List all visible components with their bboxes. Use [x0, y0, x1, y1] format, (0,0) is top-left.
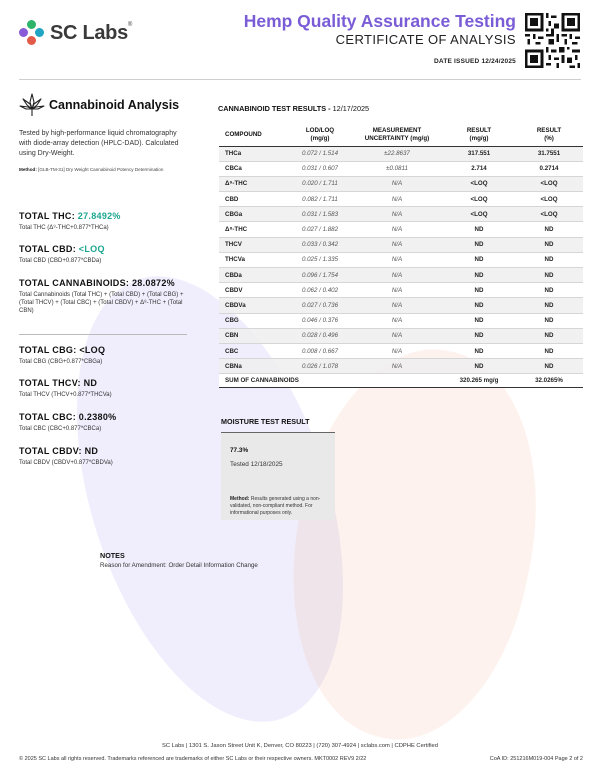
result-pct-cell: ND: [515, 343, 583, 358]
lodloq-cell: 0.026 / 1.078: [289, 359, 351, 374]
sum-row: [219, 374, 583, 388]
results-title: CANNABINOID TEST RESULTS - 12/17/2025: [218, 104, 370, 113]
cannabis-leaf-icon: [19, 92, 45, 118]
compound-cell: CBD: [219, 192, 289, 207]
table-row: [219, 359, 583, 374]
result-mg-cell: ND: [443, 359, 515, 374]
lodloq-cell: 0.046 / 0.376: [289, 313, 351, 328]
total-cbd: TOTAL CBD: <LOQ Total CBD (CBD+0.877*CBDa): [19, 244, 105, 264]
compound-cell: CBGa: [219, 207, 289, 222]
result-pct-cell: ND: [515, 237, 583, 252]
table-row: [219, 343, 583, 358]
result-mg-cell: ND: [443, 268, 515, 283]
result-pct-cell: <LOQ: [515, 207, 583, 222]
compound-cell: THCa: [219, 146, 289, 161]
compound-cell: CBCa: [219, 161, 289, 176]
notes-title: NOTES: [100, 551, 125, 560]
left-divider: [19, 334, 187, 335]
total-cannabinoids-value: 28.0872%: [132, 278, 175, 288]
result-pct-cell: ND: [515, 222, 583, 237]
compound-cell: Δ⁸-THC: [219, 222, 289, 237]
result-mg-cell: <LOQ: [443, 192, 515, 207]
result-mg-cell: <LOQ: [443, 207, 515, 222]
table-row: [219, 192, 583, 207]
compound-cell: CBN: [219, 328, 289, 343]
uncertainty-cell: N/A: [351, 222, 443, 237]
total-cbg-value: <LOQ: [79, 345, 106, 355]
lodloq-cell: 0.020 / 1.711: [289, 176, 351, 191]
table-row: [219, 268, 583, 283]
result-mg-cell: ND: [443, 343, 515, 358]
table-row: [219, 283, 583, 298]
table-row: [219, 222, 583, 237]
notes-text: Reason for Amendment: Order Detail Information Change: [100, 562, 258, 569]
total-cbd-value: <LOQ: [78, 244, 105, 254]
lodloq-cell: 0.025 / 1.335: [289, 252, 351, 267]
uncertainty-cell: N/A: [351, 252, 443, 267]
footer-coa-id: CoA ID: 251216M019-004 Page 2 of 2: [489, 756, 583, 762]
lodloq-cell: 0.062 / 0.402: [289, 283, 351, 298]
table-row: [219, 252, 583, 267]
uncertainty-cell: N/A: [351, 298, 443, 313]
uncertainty-cell: N/A: [351, 237, 443, 252]
footer-copyright: © 2025 SC Labs all rights reserved. Trademarks referenced are trademarks of either SC Labs or their respective owners. MKT0002 REV9 2/22: [19, 756, 367, 762]
uncertainty-cell: N/A: [351, 176, 443, 191]
compound-cell: CBG: [219, 313, 289, 328]
result-pct-cell: ND: [515, 298, 583, 313]
total-thc: TOTAL THC: 27.8492% Total THC (Δ⁹-THC+0.877*THCa): [19, 211, 121, 231]
compound-cell: CBNa: [219, 359, 289, 374]
moisture-value: 77.3%: [230, 447, 249, 454]
lodloq-cell: 0.096 / 1.754: [289, 268, 351, 283]
uncertainty-cell: N/A: [351, 192, 443, 207]
cannabinoid-description: Tested by high-performance liquid chromatography with diode-array detection (HPLC-DAD). Calculated using Dry-Weight.: [19, 130, 179, 157]
registered-mark: ®: [127, 21, 133, 28]
logo-mark-icon: [19, 20, 45, 46]
uncertainty-cell: N/A: [351, 207, 443, 222]
col-lodloq: LOD/LOQ (mg/g): [305, 127, 335, 143]
header-divider: [19, 79, 581, 80]
total-cbc-value: 0.2380%: [78, 412, 117, 422]
uncertainty-cell: ±0.0811: [351, 161, 443, 176]
table-row: [219, 328, 583, 343]
result-mg-cell: ND: [443, 313, 515, 328]
col-uncertainty: MEASUREMENT UNCERTAINTY (mg/g): [364, 127, 430, 143]
table-row: [219, 298, 583, 313]
moisture-method: Method: Results generated using a non-validated, non-compliant method. For informational purposes only.: [230, 496, 321, 516]
footer-legal: [19, 756, 583, 762]
result-pct-cell: ND: [515, 313, 583, 328]
compound-cell: CBDV: [219, 283, 289, 298]
result-pct-cell: ND: [515, 252, 583, 267]
total-cannabinoids: TOTAL CANNABINOIDS: 28.0872% Total Cannabinoids (Total THC) + (Total CBD) + (Total CBG) + (Total THCV) + (Total CBC) + (Total CBDV) + Δ⁸-THC + (Total CBN): [19, 278, 184, 314]
result-mg-cell: 2.714: [443, 161, 515, 176]
uncertainty-cell: N/A: [351, 328, 443, 343]
result-mg-cell: ND: [443, 237, 515, 252]
uncertainty-cell: N/A: [351, 283, 443, 298]
table-row: [219, 207, 583, 222]
col-compound: COMPOUND: [225, 131, 262, 139]
uncertainty-cell: N/A: [351, 313, 443, 328]
compound-cell: CBC: [219, 343, 289, 358]
result-mg-cell: ND: [443, 252, 515, 267]
moisture-tested-date: Tested 12/18/2025: [230, 461, 283, 468]
sc-labs-logo: [19, 20, 132, 46]
uncertainty-cell: N/A: [351, 268, 443, 283]
sum-pct: 32.0265%: [515, 374, 583, 388]
table-row: [219, 161, 583, 176]
lodloq-cell: 0.008 / 0.667: [289, 343, 351, 358]
result-pct-cell: ND: [515, 268, 583, 283]
lodloq-cell: 0.027 / 0.736: [289, 298, 351, 313]
cannabinoid-results-table: [219, 125, 583, 388]
page-title: Hemp Quality Assurance Testing: [243, 11, 516, 31]
result-pct-cell: 0.2714: [515, 161, 583, 176]
table-header-row: [219, 125, 583, 146]
result-pct-cell: ND: [515, 328, 583, 343]
sum-mg: 320.265 mg/g: [443, 374, 515, 388]
col-result-pct: RESULT (%): [536, 127, 562, 143]
compound-cell: THCV: [219, 237, 289, 252]
result-mg-cell: ND: [443, 283, 515, 298]
logo-text: SC Labs: [50, 21, 128, 44]
total-thcv-value: ND: [83, 378, 98, 388]
result-mg-cell: 317.551: [443, 146, 515, 161]
result-mg-cell: <LOQ: [443, 176, 515, 191]
lodloq-cell: 0.033 / 0.342: [289, 237, 351, 252]
result-mg-cell: ND: [443, 222, 515, 237]
table-row: [219, 146, 583, 161]
results-date: 12/17/2025: [332, 104, 370, 113]
result-pct-cell: ND: [515, 283, 583, 298]
total-thc-value: 27.8492%: [77, 211, 121, 221]
table-row: [219, 237, 583, 252]
compound-cell: CBDa: [219, 268, 289, 283]
uncertainty-cell: N/A: [351, 359, 443, 374]
result-mg-cell: ND: [443, 298, 515, 313]
cannabinoid-method: Method: [GLB-TM-31] Dry Weight Cannabinoid Potency Determination: [19, 167, 164, 172]
cannabinoid-analysis-title: Cannabinoid Analysis: [49, 98, 180, 112]
uncertainty-cell: N/A: [351, 343, 443, 358]
total-thcv: TOTAL THCV: ND Total THCV (THCV+0.877*THCVa): [19, 378, 112, 398]
result-pct-cell: <LOQ: [515, 192, 583, 207]
result-mg-cell: ND: [443, 328, 515, 343]
date-issued: DATE ISSUED 12/24/2025: [434, 58, 516, 65]
lodloq-cell: 0.028 / 0.496: [289, 328, 351, 343]
moisture-title: MOISTURE TEST RESULT: [221, 417, 310, 426]
lodloq-cell: 0.027 / 1.882: [289, 222, 351, 237]
table-row: [219, 313, 583, 328]
page-subtitle: CERTIFICATE OF ANALYSIS: [335, 32, 516, 47]
result-pct-cell: <LOQ: [515, 176, 583, 191]
result-pct-cell: ND: [515, 359, 583, 374]
lodloq-cell: 0.082 / 1.711: [289, 192, 351, 207]
qr-code-icon[interactable]: [525, 13, 580, 68]
result-pct-cell: 31.7551: [515, 146, 583, 161]
compound-cell: Δ⁹-THC: [219, 176, 289, 191]
uncertainty-cell: ±22.8637: [351, 146, 443, 161]
total-cbc: TOTAL CBC: 0.2380% Total CBC (CBC+0.877*CBCa): [19, 412, 117, 432]
total-cbdv-value: ND: [84, 446, 99, 456]
lodloq-cell: 0.031 / 0.607: [289, 161, 351, 176]
lodloq-cell: 0.072 / 1.514: [289, 146, 351, 161]
sum-label: SUM OF CANNABINOIDS: [219, 374, 443, 388]
footer-address: SC Labs | 1301 S. Jason Street Unit K, Denver, CO 80223 | (720) 307-4924 | sclabs.com | CDPHE Certified: [161, 743, 439, 749]
total-cbdv: TOTAL CBDV: ND Total CBDV (CBDV+0.877*CBDVa): [19, 446, 113, 466]
table-row: [219, 176, 583, 191]
col-result-mg: RESULT (mg/g): [466, 127, 492, 143]
total-cbg: TOTAL CBG: <LOQ Total CBG (CBG+0.877*CBGa): [19, 345, 106, 365]
cannabinoid-section-header: [19, 92, 189, 118]
lodloq-cell: 0.031 / 1.583: [289, 207, 351, 222]
compound-cell: CBDVa: [219, 298, 289, 313]
compound-cell: THCVa: [219, 252, 289, 267]
